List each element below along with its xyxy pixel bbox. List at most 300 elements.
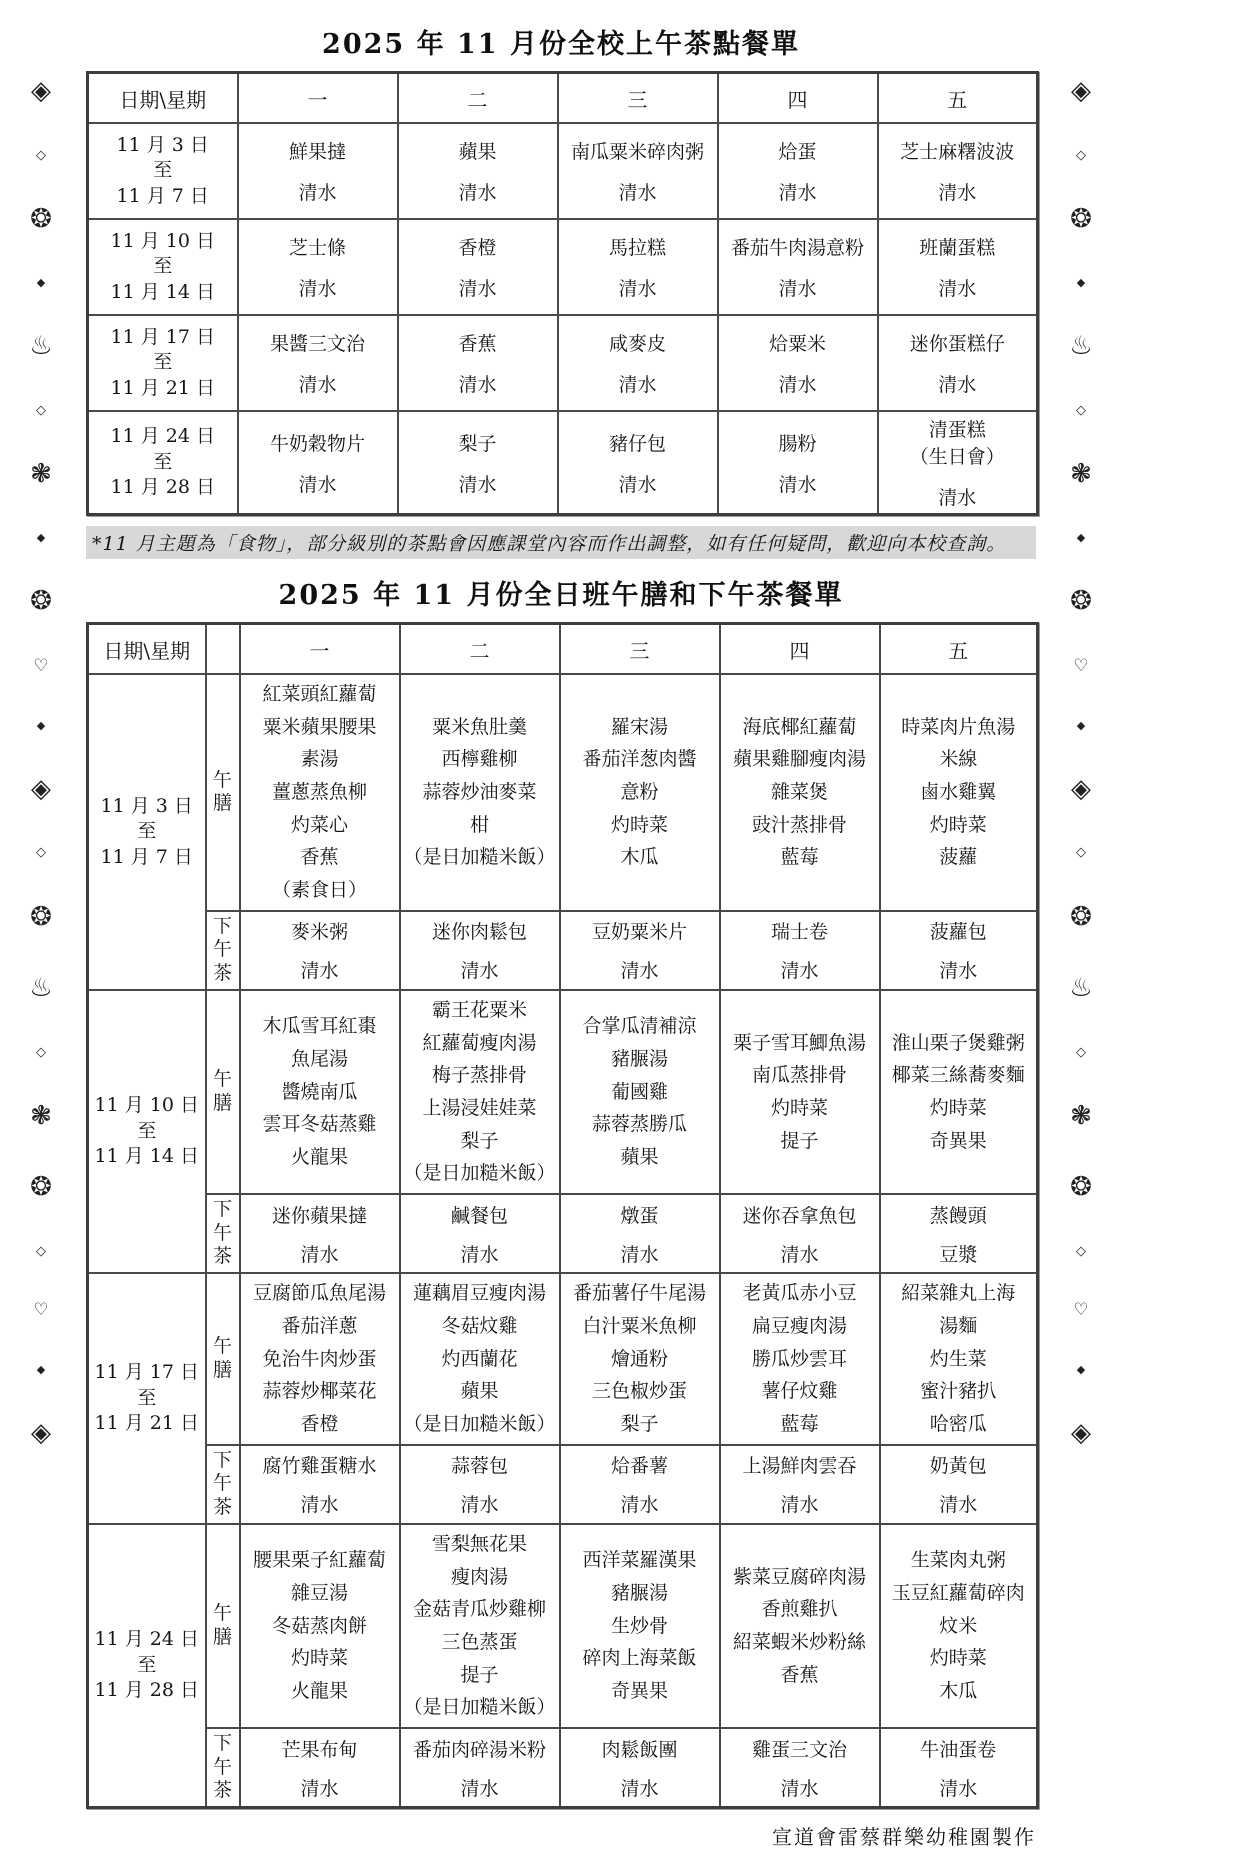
spacer (561, 356, 715, 370)
spacer (723, 1762, 877, 1774)
menu-item-label: 栗子雪耳鯽魚湯 (732, 1031, 866, 1054)
menu-item-label: 老黃瓜赤小豆 (742, 1282, 857, 1305)
drink-label: 清水 (460, 1494, 499, 1517)
menu-item-label: 迷你蛋糕仔 (909, 333, 1005, 355)
lollipop-icon: ❂ (30, 902, 52, 933)
menu-item-cell (560, 1728, 720, 1808)
menu-item-label: 奶黃包 (929, 1455, 987, 1478)
date-cell (88, 1524, 206, 1808)
menu-item-label: （生日會） (909, 446, 1005, 468)
menu-item-label: 灼時菜 (770, 1096, 828, 1119)
spacer (721, 456, 875, 470)
meal-type-label (206, 1728, 240, 1808)
lunch-row (88, 1273, 1038, 1444)
menu-item-label: 豆奶粟米片 (591, 921, 687, 944)
menu-item-label: 梨子 (460, 1129, 499, 1152)
menu-item-label: 瘦肉湯 (450, 1565, 508, 1588)
date-line: 11 月 17 日 (110, 325, 215, 348)
drink-label: 清水 (778, 374, 817, 396)
date-line: 11 月 10 日 (94, 1094, 199, 1117)
menu-item-label: 馬拉糕 (608, 237, 666, 259)
diamond-outline-icon: ◇ (1076, 1044, 1086, 1060)
lollipop-icon: ❂ (1070, 585, 1092, 616)
menu-item-cell (880, 1273, 1038, 1444)
ice-cream-icon: ♨ (29, 330, 53, 361)
menu-item-label: 菠蘿包 (929, 921, 987, 944)
menu-item-label: 紫菜豆腐碎肉湯 (732, 1565, 866, 1588)
diamond-filled-icon: ◆ (36, 1363, 46, 1377)
menu-item-label: 灼時菜 (610, 813, 668, 836)
menu-item-cell (240, 1194, 400, 1273)
date-line: 11 月 28 日 (94, 1679, 199, 1702)
menu-item-label: 燉蛋 (620, 1204, 659, 1227)
spacer (881, 469, 1035, 483)
morning-menu-title: 2025 年 11 月份全校上午茶點餐單 (322, 29, 800, 60)
menu-item-label: 腸粉 (778, 432, 817, 455)
drink-label: 清水 (618, 374, 657, 396)
meal-type-label (206, 1524, 240, 1728)
spacer (883, 1228, 1035, 1240)
menu-item-label: 芝士麻糬波波 (900, 141, 1015, 163)
date-line: 11 月 17 日 (94, 1361, 199, 1384)
meal-type-label (206, 911, 240, 990)
menu-item-cell (560, 1273, 720, 1444)
spacer (401, 260, 555, 274)
drink-label: 清水 (460, 1777, 499, 1800)
menu-item-cell (720, 674, 880, 911)
meal-type-char: 午 (212, 1755, 232, 1778)
diamond-outline-icon: ◇ (36, 845, 46, 861)
candy-icon: ❃ (1070, 459, 1092, 490)
spacer (243, 1762, 397, 1774)
menu-item-label: 木瓜雪耳紅棗 (262, 1015, 377, 1038)
spacer (721, 260, 875, 274)
menu-item-label: （素食日） (271, 879, 367, 902)
menu-item-label: （是日加糙米飯） (403, 846, 556, 869)
meal-type-char: 午 (212, 768, 232, 791)
spacer (243, 1228, 397, 1240)
meal-type-char: 午 (212, 1068, 232, 1091)
drink-label: 清水 (938, 182, 977, 204)
drink-label: 清水 (939, 1494, 978, 1517)
fullday-menu-table (86, 622, 1039, 1809)
menu-item-label: 灼西蘭花 (441, 1347, 518, 1370)
menu-item-cell (398, 219, 558, 315)
column-header: 日期\星期 (88, 624, 206, 675)
menu-item-label: 藍莓 (780, 846, 819, 869)
spacer (563, 944, 717, 956)
menu-item-label: 三色椒炒蛋 (591, 1380, 687, 1403)
menu-item-label: 烚粟米 (768, 333, 826, 355)
meal-type-char: 午 (212, 1602, 232, 1625)
menu-item-cell (880, 911, 1038, 990)
menu-item-cell (878, 219, 1038, 315)
menu-item-cell (560, 911, 720, 990)
diamond-filled-icon: ◆ (1076, 276, 1086, 290)
menu-item-cell (560, 990, 720, 1194)
diamond-filled-icon: ◆ (1076, 530, 1086, 544)
menu-item-cell (400, 911, 560, 990)
meal-type-label (206, 674, 240, 911)
fullday-menu-title: 2025 年 11 月份全日班午膳和下午茶餐單 (278, 580, 844, 611)
lollipop-icon: ❂ (1070, 902, 1092, 933)
menu-item-label: 霸王花粟米 (431, 998, 527, 1021)
date-line: 11 月 24 日 (110, 425, 215, 448)
table-row (88, 219, 1038, 315)
spacer (241, 164, 395, 178)
diamond-filled-icon: ◆ (1076, 1363, 1086, 1377)
ornament-diamond-icon: ◈ (31, 773, 51, 804)
spacer (561, 260, 715, 274)
menu-item-label: 金菇青瓜炒雞柳 (412, 1598, 546, 1621)
menu-item-label: 迷你吞拿魚包 (742, 1204, 857, 1227)
diamond-outline-icon: ◇ (36, 1044, 46, 1060)
spacer (881, 356, 1035, 370)
menu-item-label: 蜜汁豬扒 (920, 1380, 997, 1403)
menu-item-cell (558, 219, 718, 315)
menu-item-label: 米線 (939, 748, 978, 771)
ice-cream-icon: ♨ (1069, 972, 1093, 1003)
drink-label: 清水 (298, 182, 337, 204)
date-cell (88, 315, 238, 411)
menu-item-label: 提子 (460, 1663, 499, 1686)
spacer (563, 1478, 717, 1490)
menu-item-cell (718, 219, 878, 315)
spacer (403, 1228, 557, 1240)
menu-item-cell (398, 315, 558, 411)
date-line: 至 (153, 255, 173, 278)
drink-label: 清水 (300, 960, 339, 983)
menu-item-label: 蒸饅頭 (929, 1204, 987, 1227)
menu-item-label: 西檸雞柳 (441, 748, 518, 771)
menu-item-cell (400, 1194, 560, 1273)
menu-item-label: 雲耳冬菇蒸雞 (262, 1113, 377, 1136)
menu-item-label: 蘋果雞腳瘦肉湯 (732, 748, 866, 771)
date-line: 11 月 24 日 (94, 1628, 199, 1651)
menu-item-label: 薑蔥蒸魚柳 (271, 781, 367, 804)
menu-item-cell (718, 123, 878, 219)
menu-item-label: 豬仔包 (608, 432, 666, 455)
meal-type-char: 下 (212, 1731, 232, 1754)
menu-item-label: 芒果布甸 (281, 1738, 358, 1761)
menu-item-cell (240, 1728, 400, 1808)
menu-item-label: 勝瓜炒雲耳 (751, 1347, 847, 1370)
menu-item-cell (400, 1524, 560, 1728)
menu-item-label: 菠蘿 (939, 846, 978, 869)
menu-item-label: 醬燒南瓜 (281, 1080, 358, 1103)
menu-item-label: 西洋菜羅漢果 (582, 1549, 697, 1572)
drink-label: 清水 (780, 1494, 819, 1517)
spacer (401, 456, 555, 470)
candy-icon: ❃ (30, 1101, 52, 1132)
menu-item-label: 蘋果 (458, 141, 497, 163)
heart-icon: ♡ (1073, 656, 1089, 677)
menu-item-cell (240, 1524, 400, 1728)
menu-item-label: 豬𦟌湯 (610, 1047, 668, 1070)
date-line: 至 (137, 1653, 157, 1676)
header-row (88, 73, 1038, 124)
lunch-row (88, 990, 1038, 1194)
drink-label: 清水 (939, 1777, 978, 1800)
column-header: 三 (560, 624, 720, 675)
meal-type-char: 膳 (212, 1091, 232, 1114)
decor-right-strip (1058, 78, 1104, 1446)
table-row (88, 315, 1038, 411)
spacer (401, 356, 555, 370)
menu-item-label: 生炒骨 (610, 1614, 668, 1637)
meal-type-char: 茶 (212, 1779, 232, 1802)
menu-item-cell (560, 674, 720, 911)
spacer (403, 1478, 557, 1490)
meal-type-char: 茶 (212, 1245, 232, 1268)
diamond-filled-icon: ◆ (36, 530, 46, 544)
menu-item-cell (720, 990, 880, 1194)
menu-item-cell (878, 315, 1038, 411)
menu-item-cell (718, 315, 878, 411)
date-line: 11 月 14 日 (110, 280, 215, 303)
menu-item-label: 雜菜煲 (770, 781, 828, 804)
meal-type-label (206, 1194, 240, 1273)
date-line: 11 月 7 日 (116, 184, 209, 207)
spacer (881, 164, 1035, 178)
spacer (721, 356, 875, 370)
menu-item-label: 合掌瓜清補涼 (582, 1015, 697, 1038)
menu-item-label: 紅蘿蔔瘦肉湯 (422, 1031, 537, 1054)
page (86, 16, 1036, 1850)
meal-type-char: 午 (212, 938, 232, 961)
menu-item-label: 碎肉上海菜飯 (582, 1647, 697, 1670)
menu-item-cell (398, 123, 558, 219)
menu-item-cell (240, 674, 400, 911)
menu-item-label: 免治牛肉炒蛋 (262, 1347, 377, 1370)
spacer (563, 1228, 717, 1240)
lollipop-icon: ❂ (30, 585, 52, 616)
menu-item-label: 湯麵 (939, 1314, 978, 1337)
menu-item-cell (240, 1445, 400, 1524)
heart-icon: ♡ (33, 656, 49, 677)
spacer (241, 456, 395, 470)
meal-type-label (206, 1445, 240, 1524)
diamond-outline-icon: ◇ (36, 147, 46, 163)
meal-type-char: 午 (212, 1472, 232, 1495)
menu-item-label: 番茄洋葱肉醬 (582, 748, 697, 771)
drink-label: 清水 (298, 374, 337, 396)
meal-type-char: 茶 (212, 962, 232, 985)
diamond-outline-icon: ◇ (1076, 147, 1086, 163)
drink-label: 清水 (620, 1777, 659, 1800)
drink-label: 清水 (298, 278, 337, 300)
heart-icon: ♡ (33, 1300, 49, 1321)
meal-type-char: 膳 (212, 1625, 232, 1648)
menu-item-cell (238, 123, 398, 219)
meal-type-char: 下 (212, 1448, 232, 1471)
menu-item-label: 香橙 (300, 1412, 339, 1435)
menu-item-cell (720, 1194, 880, 1273)
menu-item-label: 香蕉 (780, 1663, 819, 1686)
menu-item-cell (400, 1445, 560, 1524)
spacer (403, 944, 557, 956)
drink-label: 清水 (938, 374, 977, 396)
menu-item-label: 海底椰紅蘿蔔 (742, 715, 857, 738)
date-line: 11 月 10 日 (110, 229, 215, 252)
menu-item-label: 迷你蘋果撻 (271, 1204, 367, 1227)
date-cell (88, 219, 238, 315)
menu-item-label: 上湯浸娃娃菜 (422, 1096, 537, 1119)
menu-item-cell (880, 1445, 1038, 1524)
menu-item-label: 雞蛋三文治 (751, 1738, 847, 1761)
diamond-outline-icon: ◇ (1076, 845, 1086, 861)
date-line: 11 月 28 日 (110, 476, 215, 499)
ornament-diamond-icon: ◈ (1071, 76, 1091, 106)
decor-left-strip (18, 78, 64, 1446)
table-row (88, 123, 1038, 219)
menu-item-label: 瑞士卷 (770, 921, 828, 944)
note: *11 月主題為「食物」，部分級別的茶點會因應課堂內容而作出調整，如有任何疑問，歡迎向本校查詢。 (86, 526, 1036, 559)
menu-item-label: 奇異果 (610, 1679, 668, 1702)
menu-item-label: 南瓜蒸排骨 (751, 1064, 847, 1087)
menu-item-label: 蒜蓉炒油麥菜 (422, 781, 537, 804)
spacer (563, 1762, 717, 1774)
menu-item-cell (718, 411, 878, 515)
menu-item-label: 燴通粉 (610, 1347, 668, 1370)
drink-label: 清水 (618, 182, 657, 204)
menu-item-cell (880, 1194, 1038, 1273)
menu-item-cell (240, 911, 400, 990)
date-cell (88, 674, 206, 990)
menu-item-label: 生菜肉丸粥 (910, 1549, 1006, 1572)
menu-item-label: 意粉 (620, 781, 659, 804)
date-line: 11 月 14 日 (94, 1145, 199, 1168)
menu-item-label: 腐竹雞蛋糖水 (262, 1455, 377, 1478)
menu-item-cell (720, 911, 880, 990)
menu-item-label: 咸麥皮 (608, 333, 666, 355)
spacer (883, 1762, 1035, 1774)
menu-item-label: 班蘭蛋糕 (919, 237, 996, 259)
lunch-row (88, 1524, 1038, 1728)
menu-item-label: 木瓜 (620, 846, 659, 869)
menu-item-label: 梨子 (458, 432, 497, 455)
date-line: 11 月 7 日 (100, 845, 193, 868)
drink-label: 清水 (300, 1243, 339, 1266)
drink-label: 清水 (460, 960, 499, 983)
drink-label: 清水 (938, 487, 977, 509)
menu-item-label: （是日加糙米飯） (403, 1412, 556, 1435)
date-cell (88, 123, 238, 219)
menu-item-label: 香橙 (458, 237, 497, 259)
menu-item-label: 果醬三文治 (269, 333, 365, 355)
menu-item-label: 薯仔炆雞 (761, 1380, 838, 1403)
spacer (881, 260, 1035, 274)
date-line: 至 (153, 351, 173, 374)
menu-item-cell (560, 1524, 720, 1728)
menu-item-label: 鮮果撻 (288, 141, 346, 163)
menu-item-label: 梨子 (620, 1412, 659, 1435)
lollipop-icon: ❂ (1070, 204, 1092, 235)
date-line: 至 (153, 159, 173, 182)
candy-icon: ❃ (30, 459, 52, 490)
menu-item-label: 豆腐節瓜魚尾湯 (252, 1282, 386, 1305)
menu-item-label: （是日加糙米飯） (403, 1162, 556, 1185)
menu-item-label: 扁豆瘦肉湯 (751, 1314, 847, 1337)
drink-label: 清水 (778, 278, 817, 300)
menu-item-label: 蒜蓉蒸勝瓜 (591, 1113, 687, 1136)
menu-item-label: 哈密瓜 (929, 1412, 987, 1435)
menu-item-cell (720, 1273, 880, 1444)
date-line: 至 (137, 1119, 157, 1142)
drink-label: 清水 (618, 473, 657, 496)
drink-label: 清水 (620, 1494, 659, 1517)
drink-label: 清水 (780, 960, 819, 983)
menu-item-cell (720, 1728, 880, 1808)
meal-type-char: 膳 (212, 792, 232, 815)
drink-label: 清水 (780, 1243, 819, 1266)
menu-item-label: 冬菇蒸肉餅 (271, 1614, 367, 1637)
menu-item-label: 番茄牛肉湯意粉 (730, 237, 864, 259)
menu-item-label: 魚尾湯 (290, 1047, 348, 1070)
drink-label: 清水 (778, 473, 817, 496)
menu-item-cell (238, 315, 398, 411)
menu-item-label: 粟米魚肚羹 (431, 715, 527, 738)
menu-item-label: 椰菜三絲蕎麥麵 (891, 1064, 1025, 1087)
morning-menu-table (86, 71, 1039, 516)
menu-item-cell (238, 219, 398, 315)
menu-item-label: 蒜蓉炒椰菜花 (262, 1380, 377, 1403)
footer-credit: 宣道會雷蔡群樂幼稚園製作 (772, 1825, 1036, 1850)
menu-item-label: 素湯 (300, 748, 339, 771)
menu-item-label: 香蕉 (458, 333, 497, 355)
ice-cream-icon: ♨ (29, 972, 53, 1003)
menu-item-label: 奇異果 (929, 1129, 987, 1152)
ice-cream-icon: ♨ (1069, 330, 1093, 361)
column-header: 一 (238, 73, 398, 124)
menu-item-cell (400, 1273, 560, 1444)
meal-type-char: 茶 (212, 1496, 232, 1519)
diamond-filled-icon: ◆ (36, 276, 46, 290)
menu-item-label: 烚番薯 (610, 1455, 668, 1478)
menu-item-label: 番茄肉碎湯米粉 (412, 1738, 546, 1761)
menu-item-label: 玉豆紅蘿蔔碎肉 (891, 1581, 1025, 1604)
menu-item-label: 牛奶穀物片 (269, 432, 365, 455)
menu-item-cell (400, 1728, 560, 1808)
menu-item-label: 提子 (780, 1129, 819, 1152)
menu-item-label: 紹菜蝦米炒粉絲 (732, 1630, 866, 1653)
menu-item-cell (238, 411, 398, 515)
date-line: 至 (137, 1386, 157, 1409)
menu-item-label: 牛油蛋卷 (920, 1738, 997, 1761)
meal-type-label (206, 990, 240, 1194)
menu-item-cell (398, 411, 558, 515)
diamond-outline-icon: ◇ (36, 1243, 46, 1259)
menu-item-cell (558, 123, 718, 219)
menu-item-label: 三色蒸蛋 (441, 1630, 518, 1653)
menu-item-label: 蒜蓉包 (450, 1455, 508, 1478)
menu-item-label: 烚蛋 (778, 141, 817, 163)
menu-item-cell (558, 315, 718, 411)
spacer (241, 260, 395, 274)
menu-item-cell (878, 411, 1038, 515)
diamond-filled-icon: ◆ (36, 719, 46, 733)
ornament-diamond-icon: ◈ (31, 76, 51, 106)
column-header: 五 (880, 624, 1038, 675)
meal-type-label (206, 1273, 240, 1444)
menu-item-label: 芝士條 (288, 237, 346, 259)
lunch-row (88, 674, 1038, 911)
column-header (206, 624, 240, 675)
date-line: 至 (137, 820, 157, 843)
menu-item-cell (720, 1524, 880, 1728)
menu-item-label: 柑 (469, 813, 489, 836)
menu-item-label: 蓮藕眉豆瘦肉湯 (412, 1282, 546, 1305)
